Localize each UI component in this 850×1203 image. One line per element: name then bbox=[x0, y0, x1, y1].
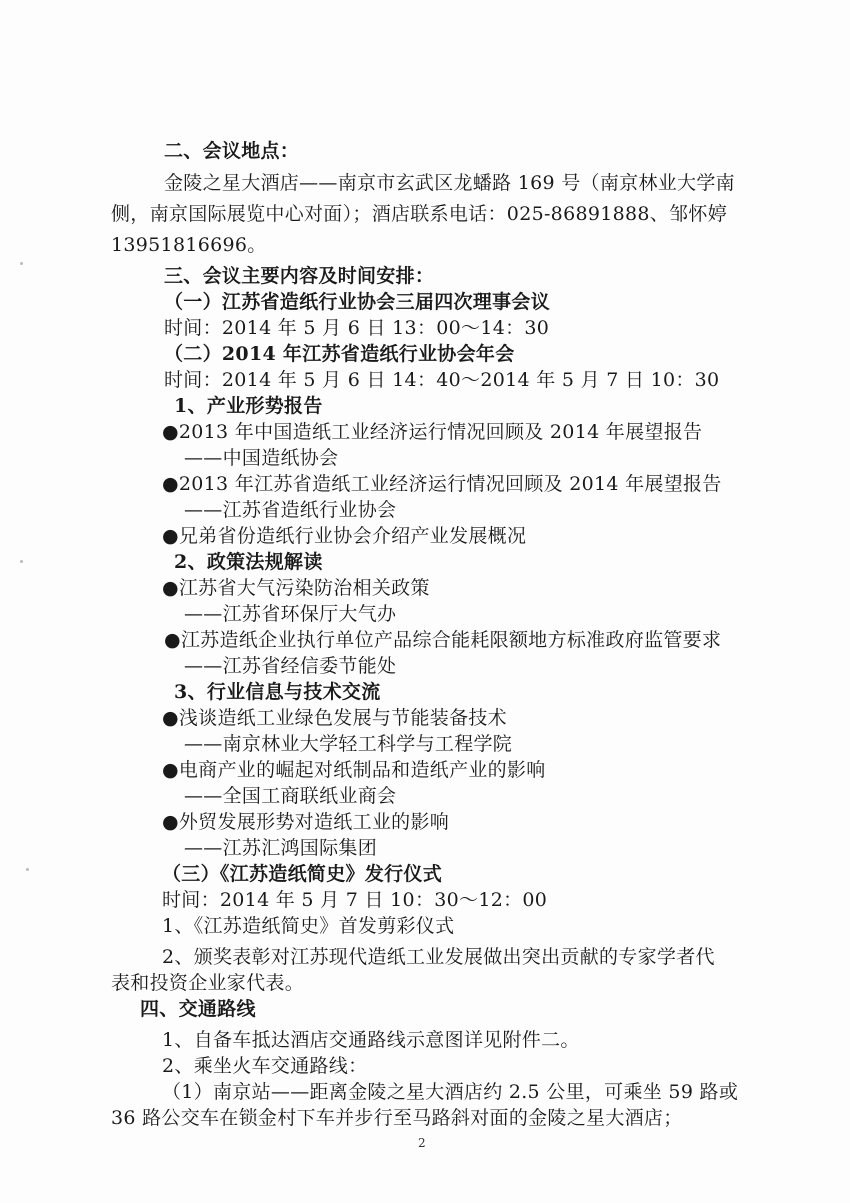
subsection-heading: （三）《江苏造纸简史》发行仪式 bbox=[162, 863, 443, 885]
page-number: 2 bbox=[418, 1136, 426, 1150]
agenda-item-presenter: ——江苏省造纸行业协会 bbox=[184, 499, 397, 521]
time-line: 时间：2014 年 5 月 7 日 10：30～12：00 bbox=[162, 889, 548, 911]
subsection-heading: （二）2014 年江苏省造纸行业协会年会 bbox=[164, 343, 515, 365]
agenda-item-presenter: ——南京林业大学轻工科学与工程学院 bbox=[184, 733, 513, 755]
agenda-item: ●2013 年中国造纸工业经济运行情况回顾及 2014 年展望报告 bbox=[162, 421, 703, 443]
ceremony-item: 2、颁奖表彰对江苏现代造纸工业发展做出突出贡献的专家学者代 bbox=[162, 946, 715, 968]
venue-text: 13951816696。 bbox=[111, 234, 267, 256]
agenda-item-presenter: ——全国工商联纸业商会 bbox=[184, 785, 397, 807]
topic-heading: 1、产业形势报告 bbox=[174, 395, 323, 417]
agenda-item: ●2013 年江苏省造纸工业经济运行情况回顾及 2014 年展望报告 bbox=[162, 473, 722, 495]
agenda-item-presenter: ——江苏省环保厅大气办 bbox=[184, 603, 397, 625]
agenda-item: ●兄弟省份造纸行业协会介绍产业发展概况 bbox=[162, 525, 527, 547]
agenda-item-presenter: ——江苏汇鸿国际集团 bbox=[184, 837, 378, 859]
transport-item: （1）南京站——距离金陵之星大酒店约 2.5 公里，可乘坐 59 路或 bbox=[162, 1081, 739, 1103]
transport-item: 1、自备车抵达酒店交通路线示意图详见附件二。 bbox=[162, 1029, 580, 1051]
transport-item: 36 路公交车在锁金村下车并步行至马路斜对面的金陵之星大酒店； bbox=[111, 1107, 683, 1129]
subsection-heading: （一）江苏省造纸行业协会三届四次理事会议 bbox=[164, 291, 551, 313]
agenda-item-presenter: ——中国造纸协会 bbox=[184, 447, 339, 469]
agenda-item: ●江苏造纸企业执行单位产品综合能耗限额地方标准政府监管要求 bbox=[164, 629, 722, 651]
agenda-item: ●电商产业的崛起对纸制品和造纸产业的影响 bbox=[162, 759, 546, 781]
scan-speck bbox=[26, 868, 29, 871]
transport-item: 2、乘坐火车交通路线： bbox=[162, 1055, 368, 1077]
scan-speck bbox=[20, 262, 23, 265]
ceremony-item: 1、《江苏造纸简史》首发剪彩仪式 bbox=[162, 915, 455, 937]
venue-text: 侧，南京国际展览中心对面）；酒店联系电话：025-86891888、邹怀婷 bbox=[111, 203, 727, 225]
venue-text: 金陵之星大酒店——南京市玄武区龙蟠路 169 号（南京林业大学南 bbox=[164, 172, 735, 194]
topic-heading: 3、行业信息与技术交流 bbox=[174, 681, 381, 703]
section-heading-transport: 四、交通路线 bbox=[140, 998, 256, 1020]
topic-heading: 2、政策法规解读 bbox=[174, 551, 323, 573]
scan-speck bbox=[20, 560, 23, 563]
section-heading-venue: 二、会议地点： bbox=[164, 140, 300, 162]
ceremony-item: 表和投资企业家代表。 bbox=[111, 972, 305, 994]
agenda-item: ●江苏省大气污染防治相关政策 bbox=[162, 577, 430, 599]
agenda-item: ●浅谈造纸工业绿色发展与节能装备技术 bbox=[162, 707, 507, 729]
time-line: 时间：2014 年 5 月 6 日 14：40～2014 年 5 月 7 日 10：30 bbox=[164, 369, 720, 391]
agenda-item-presenter: ——江苏省经信委节能处 bbox=[184, 655, 397, 677]
agenda-item: ●外贸发展形势对造纸工业的影响 bbox=[162, 811, 450, 833]
time-line: 时间：2014 年 5 月 6 日 13：00～14：30 bbox=[164, 317, 550, 339]
section-heading-agenda: 三、会议主要内容及时间安排： bbox=[164, 265, 435, 287]
